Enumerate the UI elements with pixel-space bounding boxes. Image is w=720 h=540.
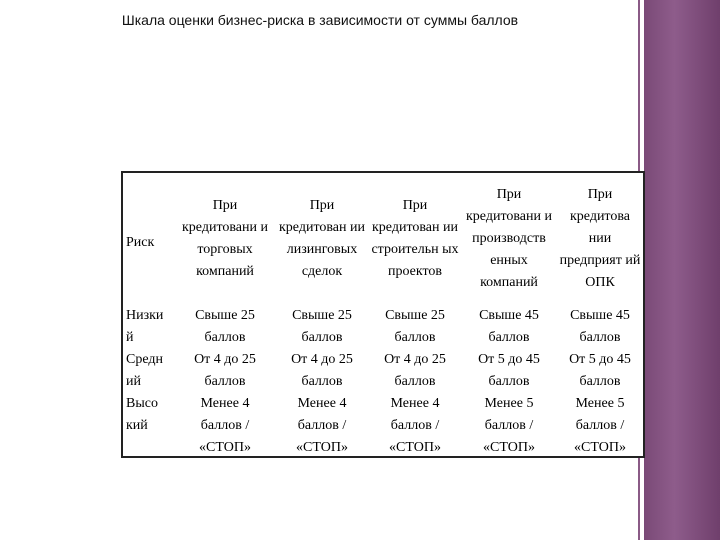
production-companies-column bbox=[461, 173, 557, 456]
score-medium-risk: От 4 до 25 баллов bbox=[194, 352, 256, 389]
risk-header-cell bbox=[123, 213, 175, 273]
risk-level-cell bbox=[123, 349, 175, 393]
construction-projects-column bbox=[369, 173, 461, 456]
column-header-leasing: При кредитован ии лизинговых сделок bbox=[279, 198, 365, 279]
column-header-cell bbox=[461, 173, 557, 305]
slide-title: Шкала оценки бизнес-риска в зависимости от суммы баллов bbox=[121, 12, 519, 28]
score-low-risk: Свыше 45 баллов bbox=[479, 308, 539, 345]
column-header-cell bbox=[175, 191, 275, 287]
score-cell bbox=[275, 305, 369, 349]
column-header-trading: При кредитовани и торговых компаний bbox=[182, 198, 268, 279]
column-header-cell bbox=[369, 173, 461, 305]
score-cell bbox=[557, 349, 643, 393]
decorative-side-band bbox=[644, 0, 720, 540]
leasing-deals-column bbox=[275, 173, 369, 456]
column-header-cell bbox=[275, 181, 369, 297]
risk-level-low: Низки й bbox=[126, 308, 164, 345]
score-high-risk: Менее 5 баллов / «СТОП» bbox=[483, 396, 535, 455]
score-low-risk: Свыше 25 баллов bbox=[195, 308, 255, 345]
defense-enterprises-column bbox=[557, 173, 643, 456]
column-header-production: При кредитовани и производств енных компаний bbox=[466, 187, 552, 290]
column-header-construction: При кредитован ии строительн ых проектов bbox=[371, 198, 459, 279]
score-cell bbox=[557, 305, 643, 349]
score-high-risk: Менее 4 баллов / «СТОП» bbox=[296, 396, 348, 455]
score-cell bbox=[461, 393, 557, 459]
risk-level-high: Высо кий bbox=[126, 396, 158, 433]
score-low-risk: Свыше 25 баллов bbox=[292, 308, 352, 345]
score-cell bbox=[275, 393, 369, 459]
score-cell bbox=[369, 305, 461, 349]
score-high-risk: Менее 5 баллов / «СТОП» bbox=[574, 396, 626, 455]
score-low-risk: Свыше 45 баллов bbox=[570, 308, 630, 345]
trading-companies-column bbox=[175, 173, 275, 456]
score-cell bbox=[175, 305, 275, 349]
score-cell bbox=[369, 393, 461, 459]
risk-header: Риск bbox=[126, 235, 155, 250]
risk-level-cell bbox=[123, 393, 175, 437]
score-cell bbox=[175, 393, 275, 459]
score-medium-risk: От 4 до 25 баллов bbox=[291, 352, 353, 389]
score-medium-risk: От 5 до 45 баллов bbox=[478, 352, 540, 389]
score-cell bbox=[461, 349, 557, 393]
score-cell bbox=[369, 349, 461, 393]
score-cell bbox=[557, 393, 643, 459]
risk-score-table bbox=[121, 171, 645, 458]
score-cell bbox=[275, 349, 369, 393]
score-cell bbox=[175, 349, 275, 393]
risk-level-column bbox=[123, 173, 175, 456]
column-header-defense: При кредитова нии предприят ий ОПК bbox=[559, 187, 641, 290]
score-high-risk: Менее 4 баллов / «СТОП» bbox=[389, 396, 441, 455]
risk-level-medium: Средн ий bbox=[126, 352, 163, 389]
risk-level-cell bbox=[123, 305, 175, 349]
score-high-risk: Менее 4 баллов / «СТОП» bbox=[199, 396, 251, 455]
score-medium-risk: От 4 до 25 баллов bbox=[384, 352, 446, 389]
score-cell bbox=[461, 305, 557, 349]
score-low-risk: Свыше 25 баллов bbox=[385, 308, 445, 345]
column-header-cell bbox=[557, 183, 643, 295]
score-medium-risk: От 5 до 45 баллов bbox=[569, 352, 631, 389]
